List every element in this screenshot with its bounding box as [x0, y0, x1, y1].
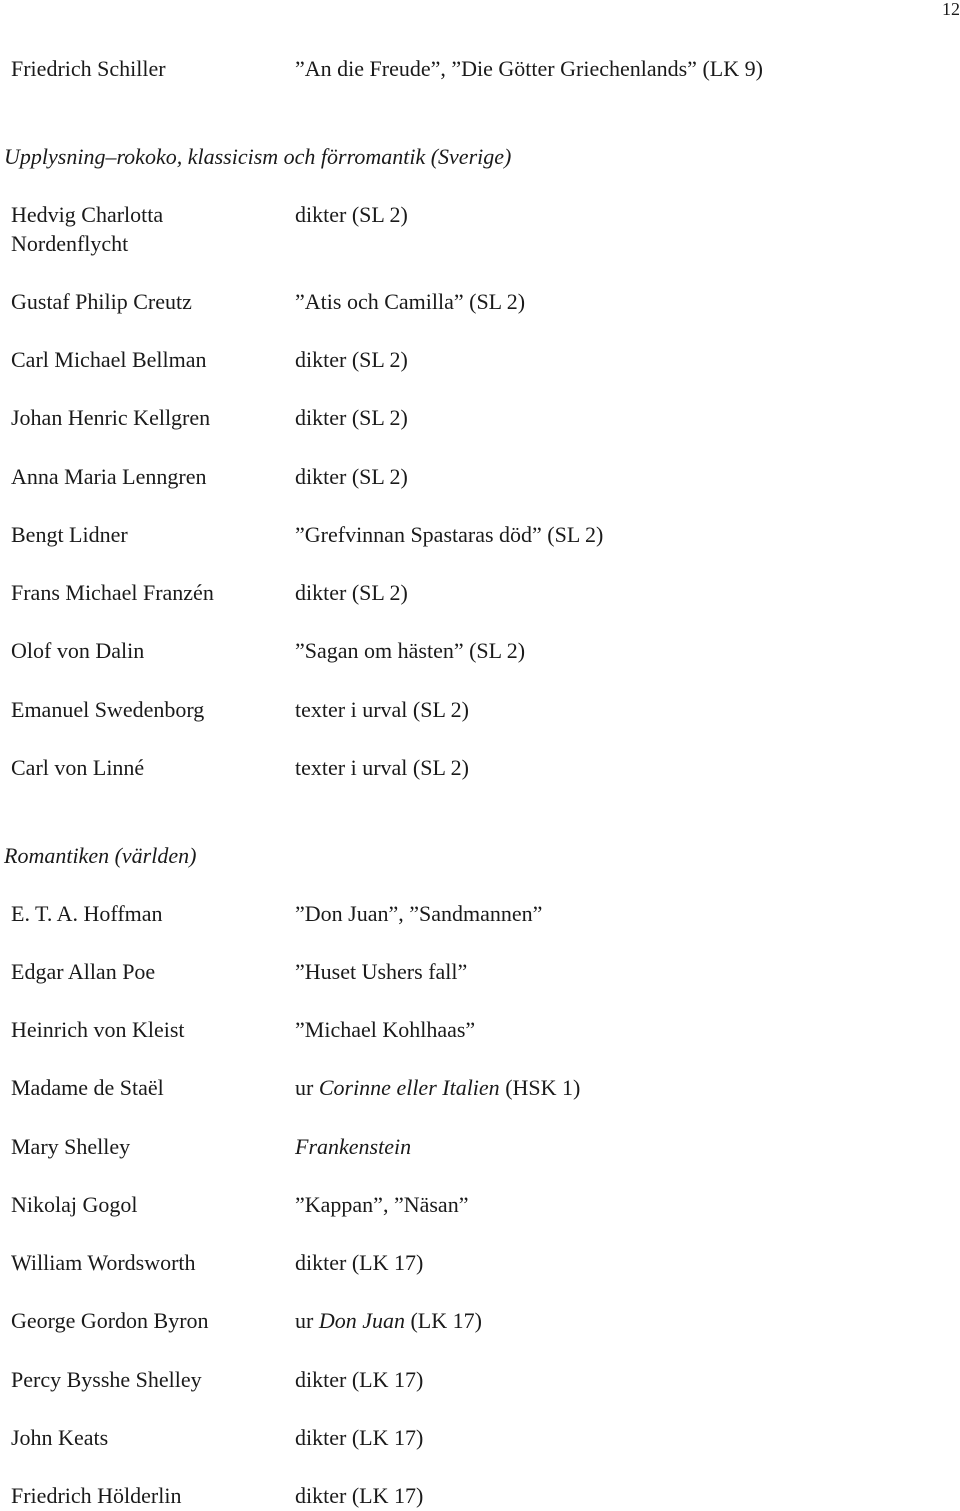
- work-title: ”Grefvinnan Spastaras död” (SL 2): [295, 522, 604, 547]
- work-title: texter i urval (SL 2): [295, 697, 469, 722]
- author-name: William Wordsworth: [11, 1250, 196, 1275]
- work-title: ur Don Juan (LK 17): [295, 1308, 482, 1333]
- section-heading: Upplysning–rokoko, klassicism och förromantik (Sverige): [4, 144, 512, 169]
- author-name: E. T. A. Hoffman: [11, 901, 163, 926]
- work-title: dikter (LK 17): [295, 1483, 424, 1508]
- work-title: ”Kappan”, ”Näsan”: [295, 1192, 469, 1217]
- work-title: ”Michael Kohlhaas”: [295, 1017, 476, 1042]
- author-name: Percy Bysshe Shelley: [11, 1367, 202, 1392]
- work-title: dikter (SL 2): [295, 580, 408, 605]
- work-title: ur Corinne eller Italien (HSK 1): [295, 1075, 581, 1100]
- work-title: ”An die Freude”, ”Die Götter Griechenlands” (LK 9): [295, 56, 763, 81]
- author-name: Nikolaj Gogol: [11, 1192, 138, 1217]
- work-title: ”Huset Ushers fall”: [295, 959, 468, 984]
- author-name: Edgar Allan Poe: [11, 959, 156, 984]
- author-name: Anna Maria Lenngren: [11, 464, 207, 489]
- work-title: dikter (SL 2): [295, 202, 408, 227]
- author-name: George Gordon Byron: [11, 1308, 209, 1333]
- work-title: dikter (SL 2): [295, 405, 408, 430]
- page-number: 12: [942, 0, 960, 19]
- work-title: dikter (LK 17): [295, 1425, 424, 1450]
- author-name: Heinrich von Kleist: [11, 1017, 185, 1042]
- author-name: Olof von Dalin: [11, 638, 145, 663]
- author-name: Friedrich Schiller: [11, 56, 166, 81]
- author-name: Frans Michael Franzén: [11, 580, 214, 605]
- author-name: Carl von Linné: [11, 755, 145, 780]
- work-title: dikter (LK 17): [295, 1250, 424, 1275]
- author-name: Hedvig Charlotta Nordenflycht: [11, 202, 164, 256]
- section-heading: Romantiken (världen): [4, 843, 197, 868]
- author-name: John Keats: [11, 1425, 109, 1450]
- author-name: Carl Michael Bellman: [11, 347, 207, 372]
- author-name: Emanuel Swedenborg: [11, 697, 205, 722]
- work-title: ”Don Juan”, ”Sandmannen”: [295, 901, 543, 926]
- work-title: ”Sagan om hästen” (SL 2): [295, 638, 526, 663]
- author-name: Johan Henric Kellgren: [11, 405, 211, 430]
- work-title: dikter (LK 17): [295, 1367, 424, 1392]
- work-title: ”Atis och Camilla” (SL 2): [295, 289, 526, 314]
- author-name: Madame de Staël: [11, 1075, 164, 1100]
- work-title: texter i urval (SL 2): [295, 755, 469, 780]
- work-title: Frankenstein: [295, 1134, 412, 1159]
- author-name: Friedrich Hölderlin: [11, 1483, 182, 1508]
- author-name: Bengt Lidner: [11, 522, 128, 547]
- author-name: Gustaf Philip Creutz: [11, 289, 192, 314]
- work-title: dikter (SL 2): [295, 347, 408, 372]
- work-title: dikter (SL 2): [295, 464, 408, 489]
- author-name: Mary Shelley: [11, 1134, 131, 1159]
